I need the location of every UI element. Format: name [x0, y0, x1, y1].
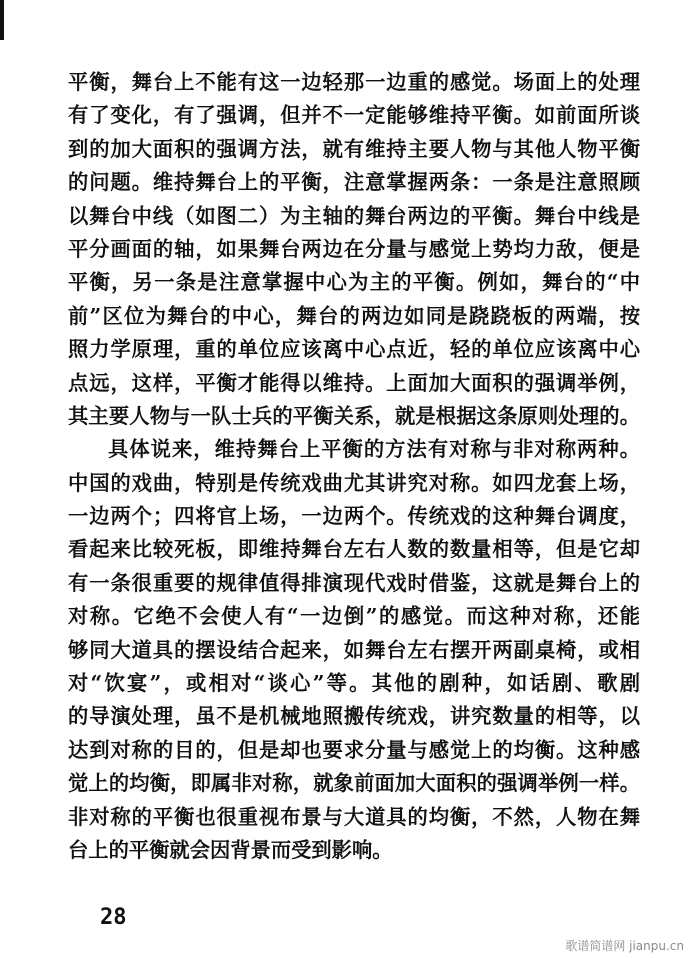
- text-line: 够同大道具的摆设结合起来，如舞台左右摆开两副桌椅，或相: [68, 637, 640, 662]
- text-line: 达到对称的目的，但是却也要求分量与感觉上的均衡。这种感: [68, 737, 640, 762]
- text-line: 中国的戏曲，特别是传统戏曲尤其讲究对称。如四龙套上场，: [68, 470, 640, 495]
- text-line: 平衡，另一条是注意掌握中心为主的平衡。例如，舞台的“中: [68, 270, 640, 295]
- page-body: [68, 66, 640, 867]
- scan-edge-mark: [0, 0, 4, 40]
- text-line: 的问题。维持舞台上的平衡，注意掌握两条：一条是注意照顾: [68, 170, 640, 195]
- text-line: 台上的平衡就会因背景而受到影响。: [68, 837, 393, 862]
- text-line: 其主要人物与一队士兵的平衡关系，就是根据这条原则处理的。: [68, 403, 640, 428]
- text-line: 觉上的均衡，即属非对称，就象前面加大面积的强调举例一样。: [68, 771, 640, 796]
- text-line: 照力学原理，重的单位应该离中心点近，轻的单位应该离中心: [68, 337, 640, 362]
- page-number: 28: [100, 905, 127, 930]
- text-line: 以舞台中线（如图二）为主轴的舞台两边的平衡。舞台中线是: [68, 203, 640, 228]
- text-line: 平衡，舞台上不能有这一边轻那一边重的感觉。场面上的处理: [68, 70, 640, 94]
- text-line: 具体说来，维持舞台上平衡的方法有对称与非对称两种。: [108, 437, 640, 462]
- text-line: 有了变化，有了强调，但并不一定能够维持平衡。如前面所谈: [68, 103, 640, 128]
- site-watermark: 歌谱简谱网 jianpu.cn: [565, 939, 684, 953]
- text-line: 点远，这样，平衡才能得以维持。上面加大面积的强调举例，: [68, 370, 640, 395]
- text-line: 对称。它绝不会使人有“一边倒”的感觉。而这种对称，还能: [68, 604, 640, 629]
- text-line: 有一条很重要的规律值得排演现代戏时借鉴，这就是舞台上的: [68, 570, 640, 595]
- text-line: 非对称的平衡也很重视布景与大道具的均衡，不然，人物在舞: [68, 804, 640, 829]
- text-line: 到的加大面积的强调方法，就有维持主要人物与其他人物平衡: [68, 136, 640, 161]
- paragraph: [68, 433, 640, 867]
- paragraph: [68, 66, 640, 433]
- text-line: 的导演处理，虽不是机械地照搬传统戏，讲究数量的相等，以: [68, 704, 640, 729]
- text-line: 前”区位为舞台的中心，舞台的两边如同是跷跷板的两端，按: [68, 303, 640, 328]
- text-line: 看起来比较死板，即维持舞台左右人数的数量相等，但是它却: [68, 537, 640, 562]
- text-line: 一边两个；四将官上场，一边两个。传统戏的这种舞台调度，: [68, 504, 640, 529]
- text-line: 平分画面的轴，如果舞台两边在分量与感觉上势均力敌，便是: [68, 236, 640, 261]
- text-line: 对“饮宴”，或相对“谈心”等。其他的剧种，如话剧、歌剧: [68, 671, 640, 696]
